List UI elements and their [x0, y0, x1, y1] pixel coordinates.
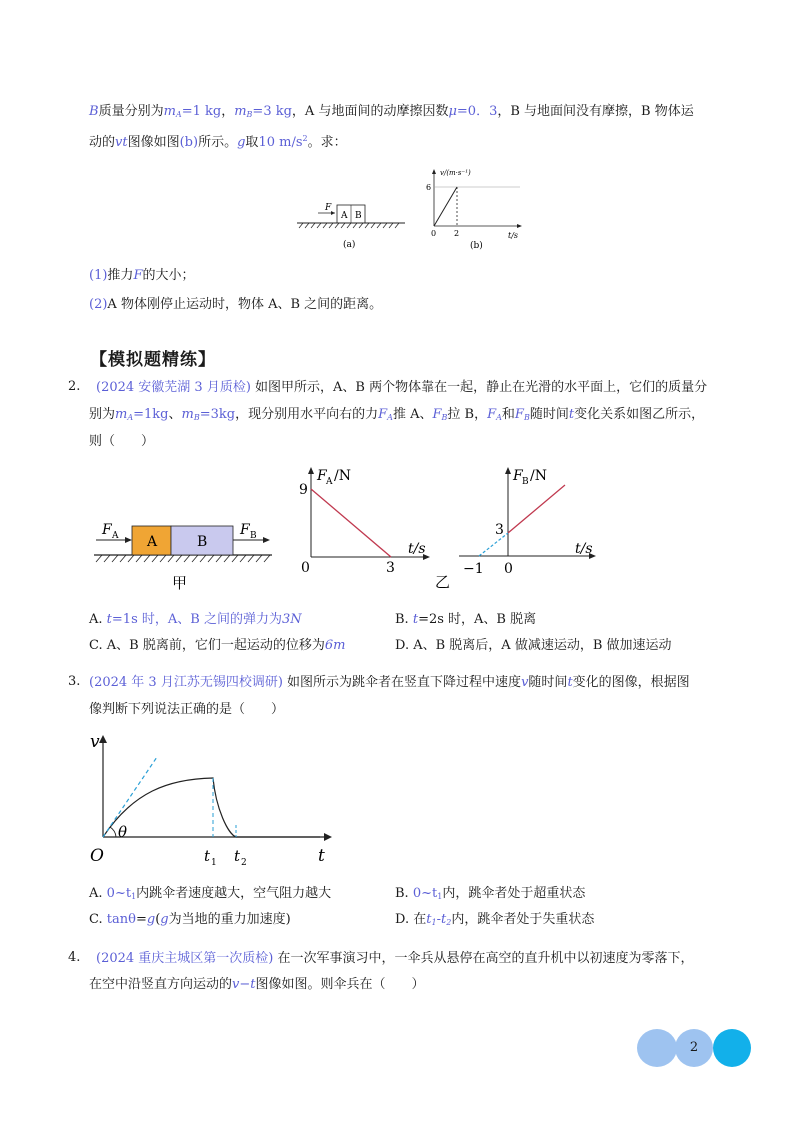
- q3-figure: [88, 727, 338, 872]
- q2-number: 2.: [68, 379, 81, 394]
- problem1-line2: 动的vt图像如图(b)所示。g取10 $m/s^2$。求：: [89, 134, 347, 150]
- FB-tick-0: 0: [504, 561, 513, 577]
- fig-a-A-label: A: [341, 211, 348, 221]
- fig-t1-label: t: [204, 847, 211, 865]
- fig-origin-label: O: [90, 846, 104, 866]
- page-number: 2: [689, 1040, 699, 1055]
- problem1-q2: (2)A 物体刚停止运动时，物体 A、B 之间的距离。: [89, 297, 383, 312]
- q2-chart-FA: [295, 462, 435, 577]
- q2-option-c[interactable]: C. A、B 脱离前，它们一起运动的位移为6m: [89, 638, 346, 653]
- page-circle-left: [637, 1029, 677, 1067]
- q3-number: 3.: [68, 674, 81, 689]
- q2-figure-jia: [90, 510, 280, 592]
- block-b-label: B: [197, 534, 208, 550]
- fig-a-F-label: F: [325, 203, 332, 213]
- jia-caption: 甲: [172, 574, 188, 592]
- block-a-label: A: [147, 534, 158, 550]
- problem1-q1: (1)推力F的大小；: [89, 268, 195, 283]
- yi-caption: 乙: [435, 573, 451, 591]
- q2-option-d[interactable]: D. A、B 脱离后，A 做减速运动，B 做加速运动: [395, 638, 672, 653]
- tangent-line: [103, 757, 157, 837]
- FB-yunit: /N: [530, 468, 547, 484]
- q3-option-c[interactable]: C. tanθ=g(g为当地的重力加速度): [89, 912, 291, 927]
- FB-tick-m1: −1: [463, 561, 484, 577]
- FA-xlabel: t/s: [408, 541, 426, 557]
- FB-ylabel: F: [513, 468, 523, 484]
- problem1-line1: B质量分别为$m_A=1$ kg，$m_B=3$ kg，A 与地面间的动摩擦因数μ=0．3，B 与地面间没有摩擦，B 物体运: [89, 104, 694, 119]
- q2-line3: 则（ ）: [89, 434, 155, 449]
- FA-tick-9: 9: [299, 482, 308, 498]
- FB-xlabel: t/s: [575, 541, 593, 557]
- q3-line2: 像判断下列说法正确的是（ ）: [89, 702, 285, 717]
- FA-yunit: /N: [334, 468, 351, 484]
- q2-chart-FB: [435, 462, 600, 591]
- q3-line1: (2024 年 3 月江苏无锡四校调研) 如图所示为跳伞者在竖直下降过程中速度v随时间t变化的图像，根据图: [89, 675, 690, 690]
- problem1-figure-b: [420, 165, 530, 253]
- fig-theta-label: θ: [118, 823, 128, 841]
- fig-t2-label: t: [234, 847, 241, 865]
- q2-option-a[interactable]: A. t=1s 时，A、B 之间的弹力为3N: [89, 612, 302, 627]
- fig-t-axis-label: t: [318, 846, 325, 866]
- FA-line: [311, 489, 391, 557]
- jia-FA-label: F: [102, 522, 112, 538]
- fig-b-caption: (b): [470, 241, 483, 251]
- q3-option-a[interactable]: A. $0\sim t_1$内跳伞者速度越大，空气阻力越大: [89, 886, 332, 901]
- FA-ylabel-sub: A: [326, 477, 333, 487]
- fig-b-xlabel: t/s: [508, 231, 519, 240]
- FB-tick-3: 3: [495, 522, 504, 538]
- jia-FA-sub: A: [112, 531, 119, 541]
- fig-b-y6: 6: [426, 183, 432, 192]
- fig-b-x0: 0: [431, 229, 437, 238]
- jia-FB-sub: B: [250, 531, 257, 541]
- fig-b-ylabel: v/(m·s⁻¹): [440, 169, 471, 177]
- q3-option-d[interactable]: D. 在$t_1-t_2$内，跳伞者处于失重状态: [395, 912, 595, 927]
- problem1-figure-a: [293, 195, 408, 251]
- fig-t2-sub: 2: [241, 858, 247, 868]
- page-circle-right: [713, 1029, 751, 1067]
- page-number-badge: [637, 1029, 751, 1067]
- fig-a-B-label: B: [355, 211, 362, 221]
- FB-ylabel-sub: B: [522, 477, 529, 487]
- jia-FB-label: F: [240, 522, 250, 538]
- FA-tick-3: 3: [386, 560, 395, 576]
- q4-line1: (2024 重庆主城区第一次质检) 在一次军事演习中，一伞兵从悬停在高空的直升机中以初速度为零落下，: [96, 951, 694, 966]
- q4-number: 4.: [68, 950, 81, 965]
- q2-line2: 别为$m_A=1kg$、$m_B=3kg$，现分别用水平向右的力$F_A$推 A、$F_B$拉 B，$F_A$和$F_B$随时间t变化关系如图乙所示，: [89, 407, 705, 422]
- FA-ylabel: F: [317, 468, 327, 484]
- FB-line: [508, 485, 565, 533]
- section-title: 【模拟题精练】: [90, 350, 216, 370]
- fig-t1-sub: 1: [211, 858, 217, 868]
- velocity-curve: [103, 778, 320, 837]
- FA-tick-0: 0: [301, 560, 310, 576]
- fig-v-label: v: [90, 732, 100, 752]
- q2-line1: (2024 安徽芜湖 3 月质检) 如图甲所示，A、B 两个物体靠在一起，静止在光滑的水平面上，它们的质量分: [96, 380, 708, 395]
- fig-a-caption: (a): [343, 240, 356, 250]
- q4-line2: 在空中沿竖直方向运动的v−t图像如图。则伞兵在（ ）: [89, 977, 425, 992]
- q3-option-b[interactable]: B. $0\sim t_1$内，跳伞者处于超重状态: [395, 886, 586, 901]
- fig-b-x2: 2: [454, 229, 460, 238]
- q2-option-b[interactable]: B. t=2s 时，A、B 脱离: [395, 612, 537, 627]
